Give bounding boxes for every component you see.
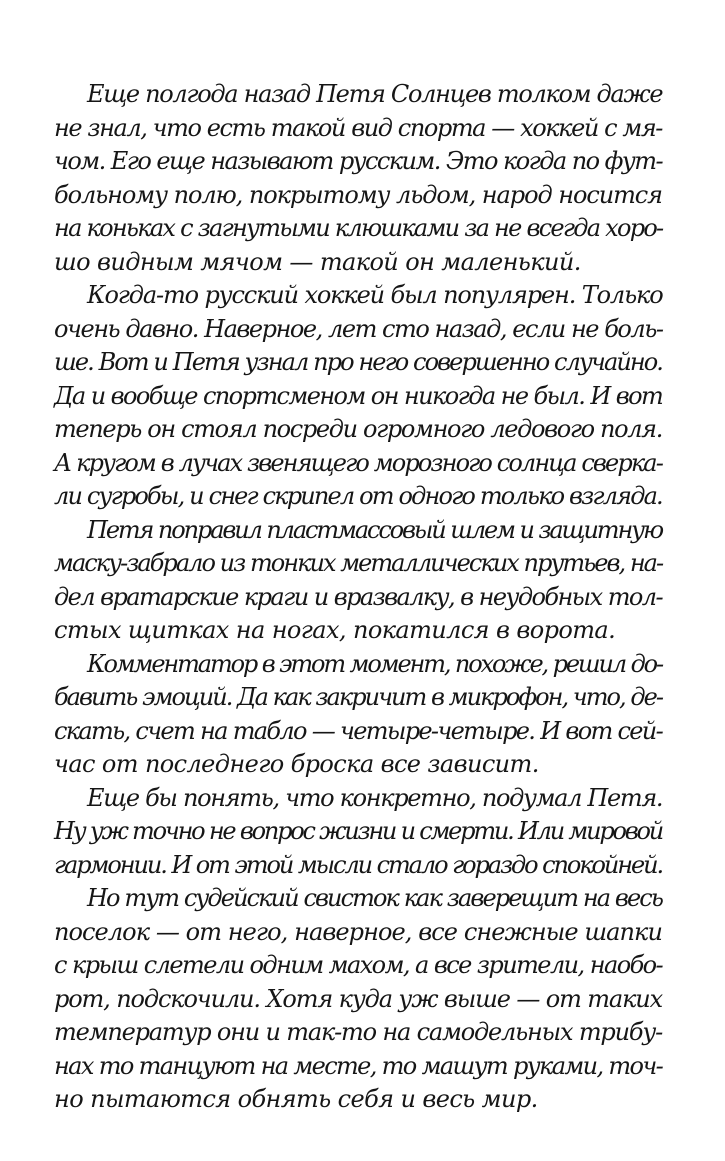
text-line: теперь он стоял посреди огромного ледового поля. bbox=[54, 415, 662, 443]
text-line: Еще полгода назад Петя Солнцев толком даже bbox=[87, 80, 663, 108]
text-line: температур они и так-то на самодельных трибу- bbox=[54, 1018, 662, 1046]
text-line: маску-забрало из тонких металлических прутьев, на- bbox=[54, 549, 663, 577]
text-line: бавить эмоций. Да как закричит в микрофон, что, де- bbox=[54, 683, 662, 711]
paragraph bbox=[54, 782, 662, 883]
text-line: ше. Вот и Петя узнал про него совершенно случайно. bbox=[54, 348, 662, 376]
text-line: шо видным мячом — такой он маленький. bbox=[54, 247, 581, 276]
text-line: рот, подскочили. Хотя куда уж выше — от таких bbox=[54, 984, 662, 1013]
text-line: час от последнего броска все зависит. bbox=[54, 750, 539, 778]
text-line: нах то танцуют на месте, то машут руками, точ- bbox=[54, 1051, 663, 1080]
text-line: Комментатор в этот момент, похоже, решил до- bbox=[87, 649, 662, 678]
paragraph bbox=[54, 78, 662, 279]
text-line: но пытаются обнять себя и весь мир. bbox=[54, 1085, 538, 1113]
paragraph bbox=[54, 514, 662, 648]
text-line: А кругом в лучах звенящего морозного солнца сверка- bbox=[54, 448, 662, 477]
text-line: больному полю, покрытому льдом, народ носится bbox=[54, 180, 662, 209]
paragraph bbox=[54, 648, 662, 782]
text-line: очень давно. Наверное, лет сто назад, если не боль- bbox=[54, 314, 663, 343]
book-page bbox=[54, 78, 662, 1117]
text-line: поселок — от него, наверное, все снежные шапки bbox=[54, 917, 662, 946]
text-line: Петя поправил пластмассовый шлем и защитную bbox=[87, 515, 662, 544]
text-line: Но тут судейский свисток как заверещит на весь bbox=[87, 884, 662, 912]
text-line: Еще бы понять, что конкретно, подумал Петя. bbox=[87, 783, 663, 812]
text-line: Ну уж точно не вопрос жизни и смерти. Или мировой bbox=[54, 817, 662, 845]
text-line: ли сугробы, и снег скрипел от одного только взгляда. bbox=[54, 482, 662, 510]
text-line: Когда-то русский хоккей был популярен. Только bbox=[87, 281, 663, 309]
text-line: не знал, что есть такой вид спорта — хоккей с мя- bbox=[54, 113, 662, 142]
paragraph bbox=[54, 279, 662, 514]
text-line: чом. Его еще называют русским. Это когда по фут- bbox=[54, 147, 662, 175]
text-line: на коньках с загнутыми клюшками за не всегда хоро- bbox=[54, 214, 663, 242]
text-line: дел вратарские краги и вразвалку, в неудобных тол- bbox=[54, 582, 662, 611]
text-line: Да и вообще спортсменом он никогда не был. И вот bbox=[54, 381, 663, 410]
text-line: стых щитках на ногах, покатился в ворота. bbox=[54, 616, 616, 644]
paragraph bbox=[54, 882, 662, 1117]
text-line: гармонии. И от этой мысли стало гораздо спокойней. bbox=[54, 850, 662, 879]
text-line: скать, счет на табло — четыре-четыре. И вот сей- bbox=[54, 716, 662, 745]
text-line: с крыш слетели одним махом, а все зрители, наобо- bbox=[54, 951, 663, 979]
